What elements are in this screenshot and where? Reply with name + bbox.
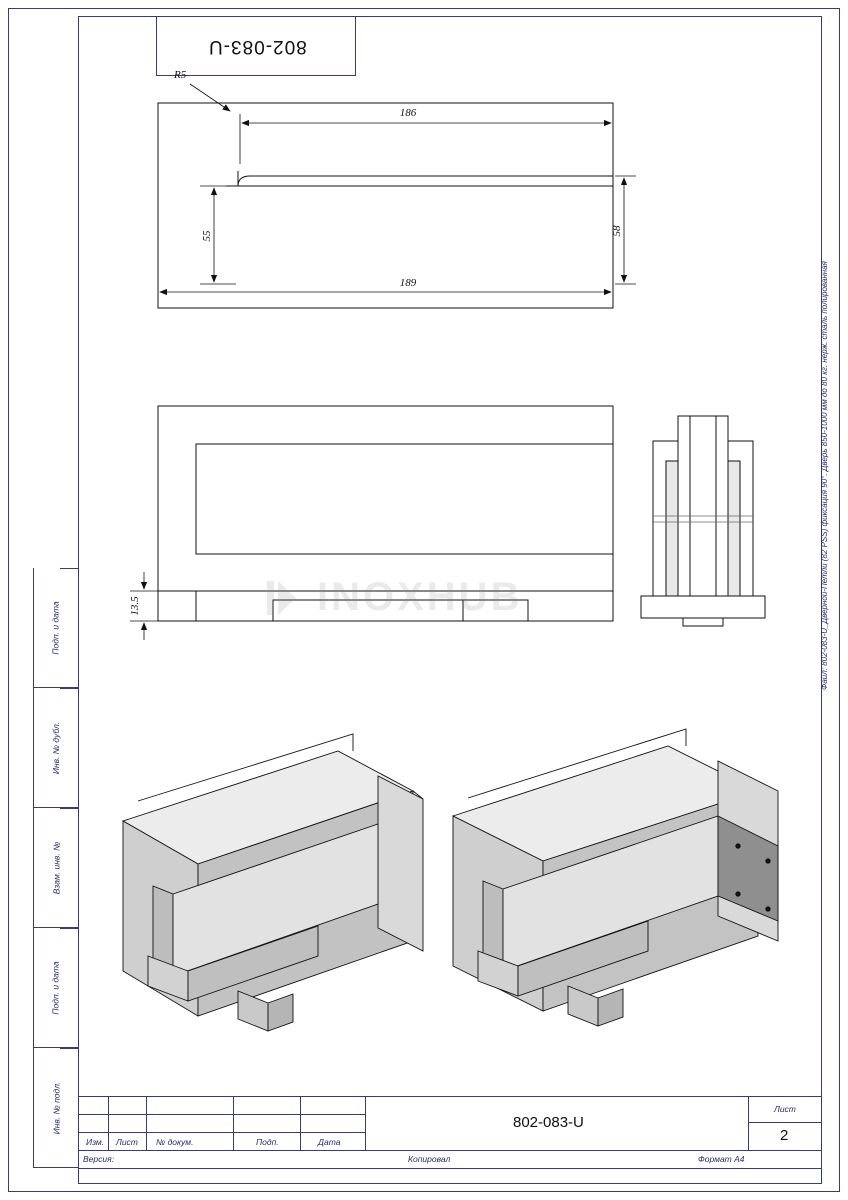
dim-186-text: 186 (399, 107, 417, 119)
tb-col-podp: Подп. (256, 1137, 279, 1147)
tb-sheet-label: Лист (774, 1104, 796, 1114)
tb-col-list: Лист (116, 1137, 138, 1147)
front-view (158, 406, 613, 621)
dim-189 (158, 284, 613, 308)
frame-cell-label: Взам. инв. № (51, 841, 62, 894)
tb-col-izm: Изм. (86, 1137, 105, 1147)
side-view (641, 416, 765, 626)
frame-tick (60, 928, 78, 929)
frame-cell-vzam-inv (33, 808, 78, 928)
frame-cell-label: Подп. и дата (51, 960, 61, 1015)
frame-cell-inv-podl (33, 1048, 78, 1168)
frame-cell-label: Подп. и дата (51, 600, 61, 655)
tb-format-label: Формат А4 (698, 1154, 745, 1164)
dim-55-text: 55 (201, 230, 213, 242)
tb-part-title: 802-083-U (513, 1114, 584, 1131)
title-block (78, 1096, 822, 1184)
frame-tick (60, 688, 78, 689)
frame-cell-label: Инв. № подл. (51, 1081, 61, 1134)
file-note: Файл: 802-083-U_Дверной-Петли (82 PSS) фиксация 90°. Дверь 850-1000 мм до 80 кг. нерж. сталь полированная (820, 261, 829, 690)
iso-view-right (453, 729, 778, 1026)
dim-135-text: 13.5 (129, 596, 141, 616)
tb-col-docnum: № докум. (156, 1137, 194, 1147)
frame-tick (60, 568, 78, 569)
tb-copied-label: Копировал (408, 1154, 451, 1164)
frame-cell-podp-data-2 (33, 928, 78, 1048)
dim-58-text: 58 (611, 225, 623, 237)
top-view (158, 103, 613, 308)
part-label-text: 802-083-U (207, 36, 307, 57)
dim-r5: R5 (174, 69, 187, 81)
frame-tick (60, 1048, 78, 1049)
frame-tick (60, 808, 78, 809)
radius-callout (190, 84, 230, 111)
tb-col-data: Дата (318, 1137, 341, 1147)
tb-version-label: Версия: (83, 1154, 115, 1164)
dim-186 (240, 114, 613, 176)
frame-cell-inv-dubl (33, 688, 78, 808)
tb-sheet-number: 2 (780, 1127, 789, 1144)
frame-cell-label: Инв. № дубл. (51, 721, 61, 774)
frame-cell-podp-data-1 (33, 568, 78, 688)
iso-view-left (123, 734, 423, 1031)
dim-189-text: 189 (399, 277, 417, 289)
drawing-area (78, 16, 822, 1096)
